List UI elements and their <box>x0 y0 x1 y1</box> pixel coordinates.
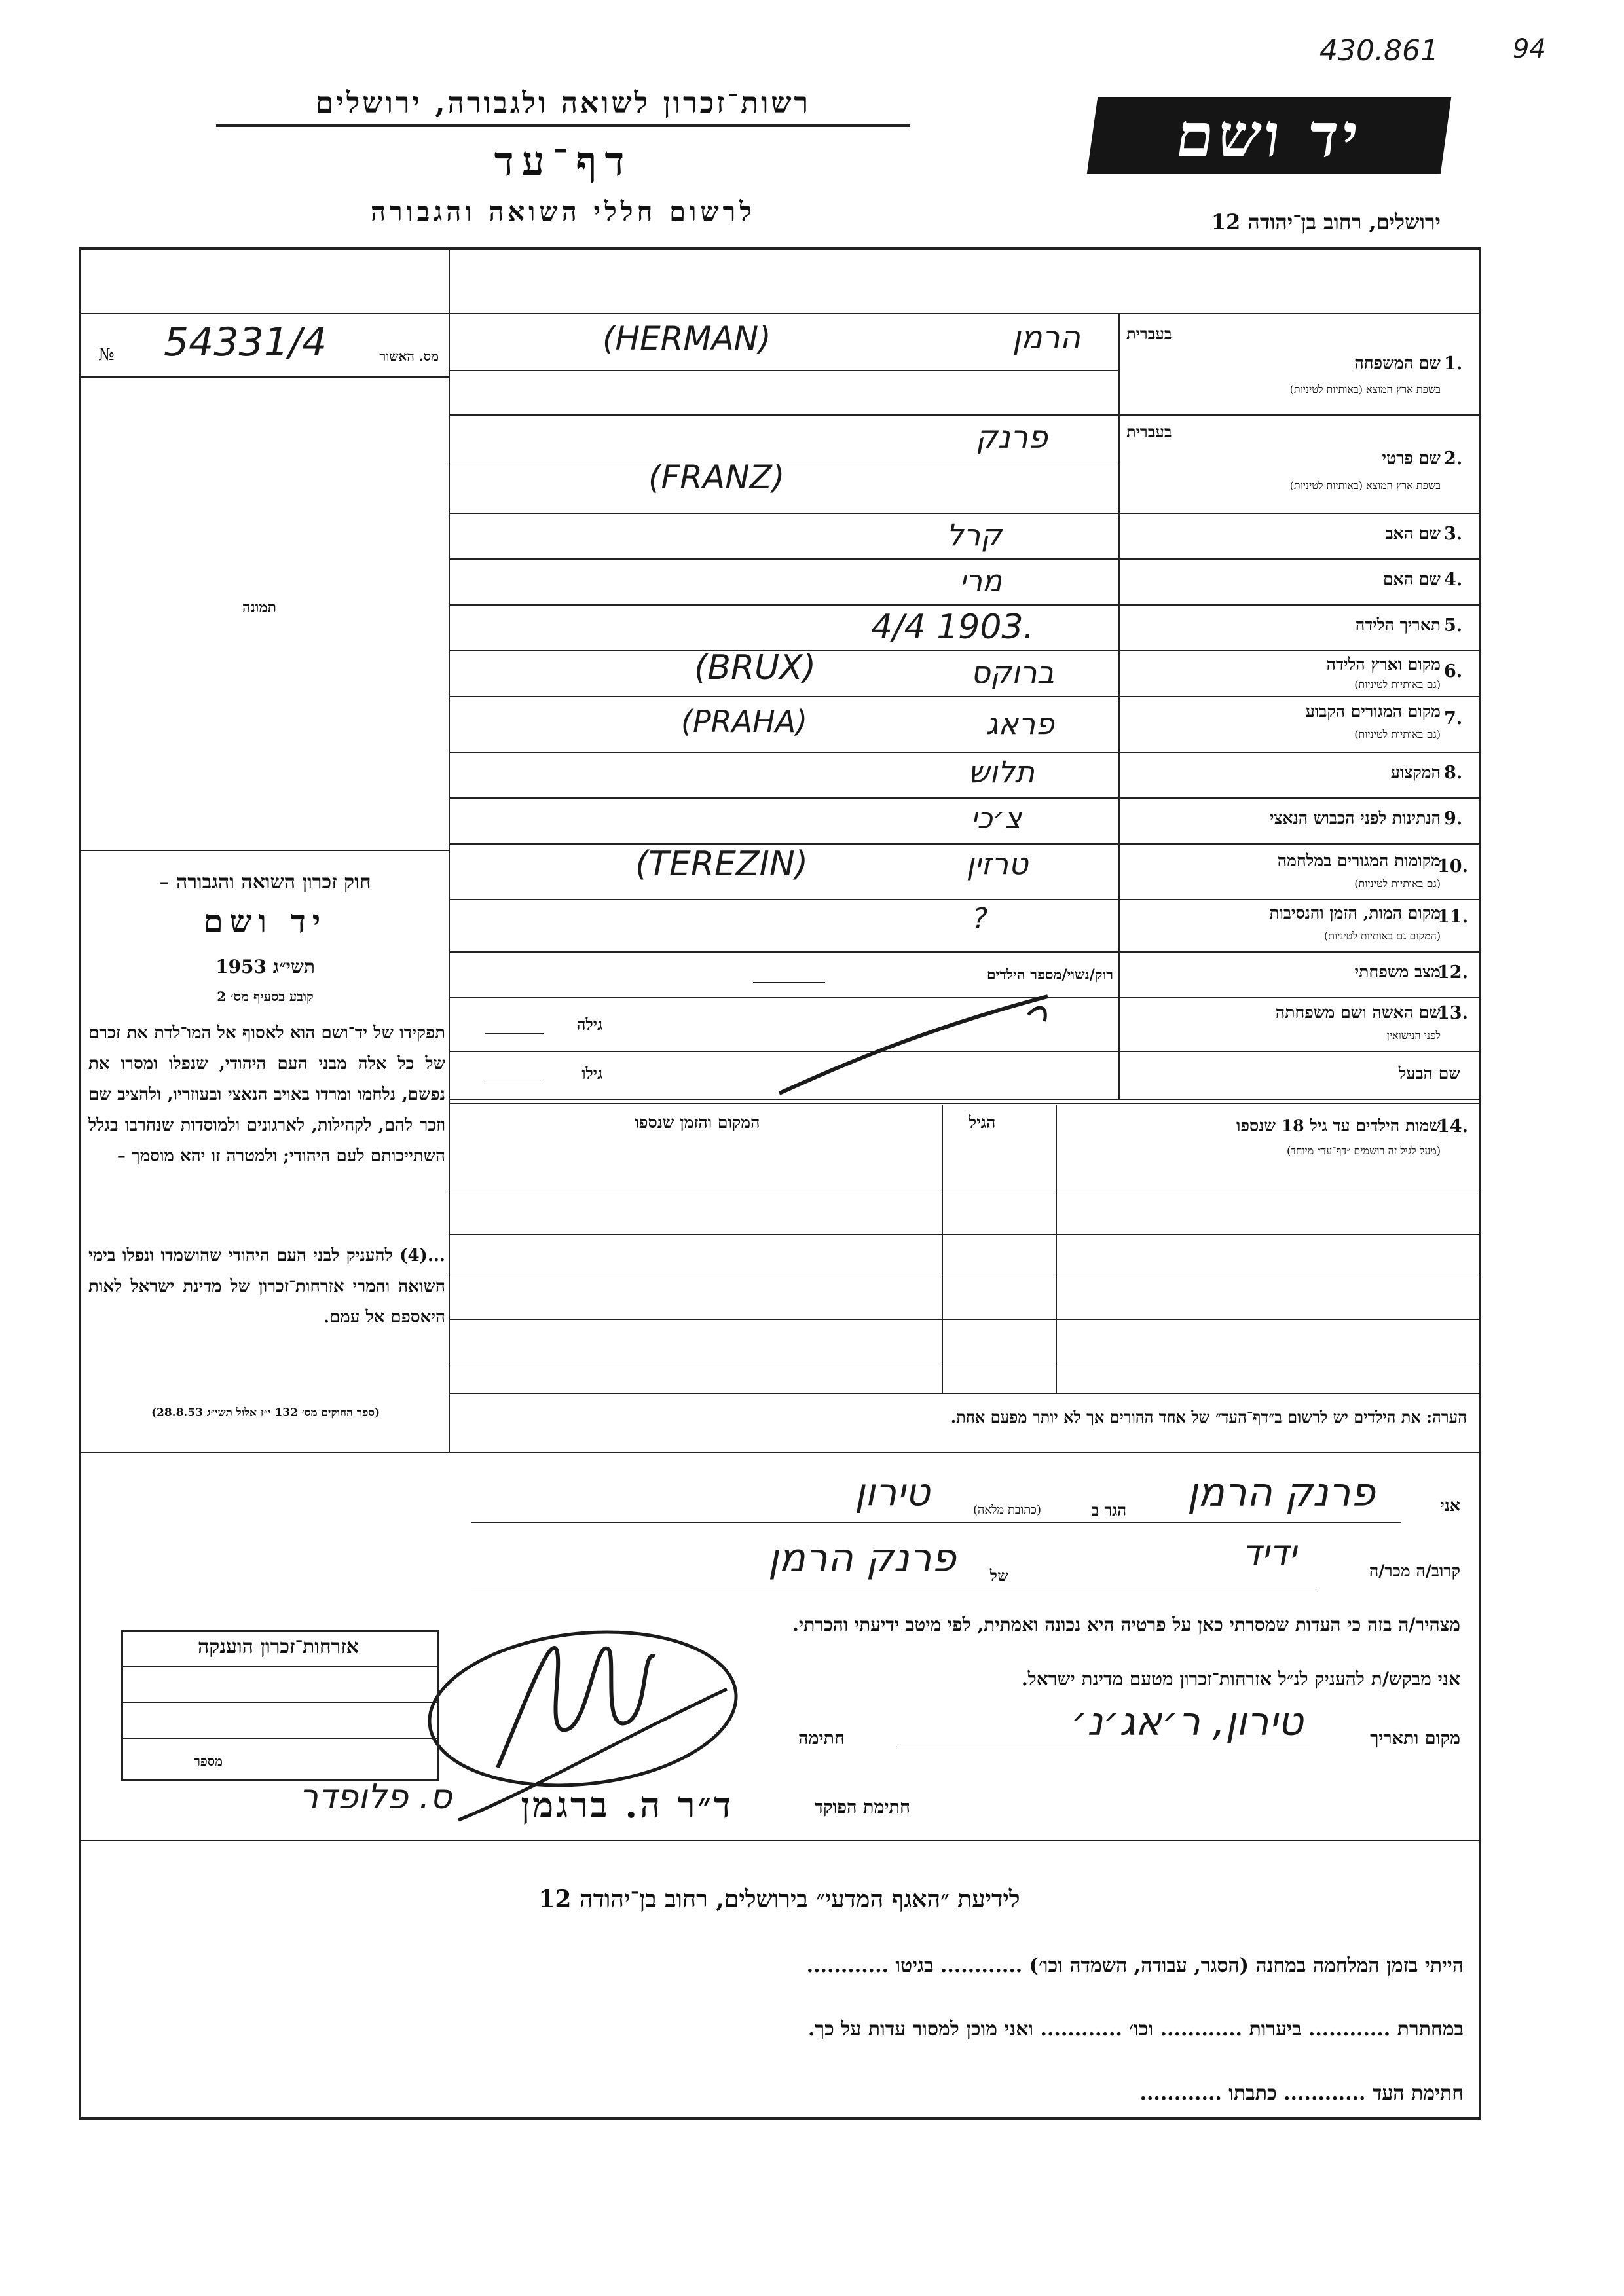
footer-line-2: במחתרת ............ ביערות ............ וכו׳ ............ ואני מוכן למסור עדות על כך. <box>807 2018 1464 2041</box>
law-clause: ...(4) להעניק לבני העם היהודי שהושמדו ונפלו בימי השואה והמרי אזרחות־זכרון של מדינת ישראל לאות היאספם אל עמם. <box>88 1246 445 1327</box>
field-7-note: (גם באותיות לטיניות) <box>1354 728 1441 740</box>
field-4-number: 4. <box>1444 570 1463 590</box>
signature-label: חתימה <box>798 1728 845 1749</box>
field-13-note: לפני הנישואין <box>1386 1029 1441 1042</box>
logo-text: יד ושם <box>1172 100 1367 171</box>
field-2-note: בשפת ארץ המוצא (באותיות לטיניות) <box>1289 479 1441 492</box>
children-row-line <box>450 1319 1479 1320</box>
field-9-label: הנתינות לפני הכבוש הנאצי <box>1269 809 1441 828</box>
field-1-note: בשפת ארץ המוצא (באותיות לטיניות) <box>1289 383 1441 395</box>
authority-name: רשות־זכרון לשואה ולגבורה, ירושלים <box>315 86 811 120</box>
field-13-number: 13. <box>1437 1003 1468 1023</box>
field-3-value: קרל <box>946 517 1002 553</box>
place-date: טירון, ר׳אג׳נ׳ <box>1071 1699 1303 1745</box>
field-2-label: שם פרטי <box>1382 448 1441 467</box>
row-line <box>450 650 1479 651</box>
field-8-label: המקצוע <box>1390 763 1441 782</box>
field-5-value: 4/4 1903. <box>871 608 1035 647</box>
law-year: תשי״ג 1953 <box>215 956 315 977</box>
field-5-label: תאריך הלידה <box>1355 615 1441 634</box>
witness-name: פרנק הרמן <box>1187 1470 1375 1516</box>
field-13-age-line <box>485 1033 544 1034</box>
witness-line-1 <box>471 1522 1401 1523</box>
field-13-age-label: גילה <box>576 1015 602 1034</box>
field-8-value: תלוש <box>968 754 1035 790</box>
field-1-value: הרמן <box>1012 319 1080 356</box>
field-4-value: מרי <box>959 564 1002 598</box>
field-10-number: 10. <box>1437 856 1468 877</box>
field-6-value: ברוקס <box>970 655 1054 690</box>
archive-page: 94 <box>1513 34 1546 64</box>
field-13-label: שם האשה ושם משפחתה <box>1275 1003 1441 1022</box>
footer-heading: לידיעת ״האגף המדעי״ בירושלים, רחוב בן־יהודה 12 <box>538 1886 1020 1913</box>
remark-line <box>81 1452 1479 1453</box>
witness-resides: הגר ב <box>1091 1501 1126 1520</box>
strike-stroke <box>773 989 1067 1100</box>
left-column-divider <box>449 247 450 1452</box>
field-6-note: (גם באותיות לטיניות) <box>1354 678 1441 691</box>
witness-declaration: מצהיר/ה בזה כי העדות שמסרתי כאן על פרטיה היא נכונה ואמתית, לפי מיטב ידיעתי והכרתי. <box>792 1614 1460 1635</box>
field-12-number: 12. <box>1437 962 1468 983</box>
office-address: ירושלים, רחוב בן־יהודה 12 <box>1211 210 1441 234</box>
field-4-label: שם האם <box>1382 570 1441 589</box>
field-10-label: מקומות המגורים במלחמה <box>1277 851 1441 870</box>
children-count-line <box>753 982 825 983</box>
field-7-latin: (PRAHA) <box>681 704 808 739</box>
field-6-latin: (BRUX) <box>694 648 817 687</box>
law-name: יד ושם <box>203 903 327 940</box>
children-col-divider <box>942 1105 943 1393</box>
field-2-value: פרנק <box>975 419 1048 456</box>
children-col-age: הגיל <box>969 1113 996 1132</box>
field-2-latin: (FRANZ) <box>648 458 785 496</box>
field-12-options: רוק/נשוי/מספר הילדים <box>986 966 1113 983</box>
citizenship-number-label: מספר <box>194 1753 223 1769</box>
field-9-number: 9. <box>1444 809 1463 829</box>
archive-number: 430.861 <box>1320 34 1439 67</box>
witness-relation-label: קרוב/ה מכר/ה <box>1369 1561 1460 1580</box>
citizenship-box-line <box>123 1738 437 1739</box>
row-line <box>450 843 1479 845</box>
row-line <box>450 752 1479 753</box>
children-col-divider <box>1056 1105 1057 1393</box>
children-label: שמות הילדים עד גיל 18 שנספו <box>1236 1116 1441 1135</box>
field-11-value: ? <box>972 902 988 936</box>
field-10-value: טרזין <box>966 846 1028 881</box>
children-top-line <box>450 1103 1479 1104</box>
row-line <box>450 558 1479 560</box>
witness-request: אני מבקש/ת להעניק לנ״ל אזרחות־זכרון מטעם מדינת ישראל. <box>1021 1668 1460 1690</box>
label-column-divider <box>1118 313 1120 1099</box>
official-stamp-handwriting: ס. פלופדר <box>299 1777 452 1817</box>
field-10-note: (גם באותיות לטיניות) <box>1354 877 1441 890</box>
field-11-label: מקום המות, הזמן והנסיבות <box>1269 903 1441 922</box>
law-section: קובע בסעיף מס׳ 2 <box>217 989 314 1004</box>
field-7-label: מקום המגורים הקבוע <box>1305 702 1441 721</box>
remark: הערה: את הילדים יש לרשום ב״דף־העד״ של אחד ההורים אך לא יותר מפעם אחת. <box>950 1408 1467 1427</box>
authority-underline <box>216 124 910 127</box>
field-11-note: (המקום גם באותיות לטיניות) <box>1323 930 1441 942</box>
row-line <box>450 797 1479 799</box>
field-10-latin: (TEREZIN) <box>635 845 809 884</box>
witness-relation: ידיד <box>1242 1532 1297 1573</box>
field-1-number: 1. <box>1444 354 1463 374</box>
field-6-number: 6. <box>1444 661 1463 682</box>
row-line <box>450 696 1479 697</box>
witness-address-note: (כתובת מלאה) <box>972 1503 1041 1517</box>
field-2-number: 2. <box>1444 448 1463 469</box>
footer-line-3: חתימת העד ............ כתבתו ............ <box>1139 2082 1464 2105</box>
children-number: 14. <box>1437 1116 1468 1137</box>
field-2-hebrew-tag: בעברית <box>1126 422 1172 441</box>
children-note: (מעל לגיל זה רושמים ״דף־עד״ מיוחד) <box>1287 1144 1441 1157</box>
witness-prefix: אני <box>1440 1496 1460 1515</box>
husband-label: שם הבעל <box>1398 1064 1460 1083</box>
footer-line-1: הייתי בזמן המלחמה במחנה (הסגר, עבודה, השמדה וכו׳) ............ בגיטו ............ <box>806 1954 1464 1977</box>
citizenship-box-line <box>123 1702 437 1703</box>
law-title: חוק זכרון השואה והגבורה – <box>159 871 371 894</box>
witness-address: טירון <box>855 1470 930 1514</box>
witness-of-name: פרנק הרמן <box>767 1535 956 1581</box>
citizenship-box-line <box>123 1666 437 1667</box>
row-line <box>450 604 1479 606</box>
photo-label: תמונה <box>242 599 276 616</box>
field-9-value: צ׳כי <box>970 802 1022 835</box>
record-prefix: № <box>98 345 115 365</box>
children-col-place: המקום והזמן שנספו <box>635 1113 760 1132</box>
field-1-latin: (HERMAN) <box>602 319 771 357</box>
official-signature-label: חתימת הפוקד <box>815 1797 910 1817</box>
top-band-line <box>81 313 1479 314</box>
field-5-number: 5. <box>1444 615 1463 636</box>
citizenship-box-title: אזרחות־זכרון הוענקה <box>197 1635 360 1658</box>
record-number: 54331/4 <box>164 319 327 365</box>
field-7-value: פראג <box>986 706 1054 741</box>
field-1-label: שם המשפחה <box>1354 354 1441 373</box>
field-3-number: 3. <box>1444 524 1463 544</box>
field-1-hebrew-tag: בעברית <box>1126 324 1172 343</box>
row-line <box>450 513 1479 514</box>
row-line <box>450 414 1479 416</box>
field-8-number: 8. <box>1444 763 1463 783</box>
husband-age-label: גילו <box>581 1064 602 1083</box>
field-7-number: 7. <box>1444 708 1463 729</box>
yad-vashem-logo <box>1087 97 1452 174</box>
official-stamp: ד״ר ה. ברגמן <box>521 1784 733 1826</box>
field-12-label: מצב משפחתי <box>1354 962 1441 981</box>
place-date-label: מקום ותאריך <box>1370 1728 1460 1749</box>
row-line <box>450 370 1118 371</box>
law-body: תפקידו של יד־ושם הוא לאסוף אל המו־לדת את זכרם של כל אלה מבני העם היהודי, שנפלו ומסרו את נפשם, נלחמו ומרדו באויב הנאצי ובעוזריו, ולהציב שם וזכר להם, לקהילות, לארגונים ולמוסדות שנחרבו בגלל השתייכותם לעם היהודי; ולמטרה זו יהא מוסמך – <box>88 1023 445 1166</box>
witness-of: של <box>989 1566 1008 1585</box>
form-title: דף־עד <box>494 137 633 185</box>
children-bottom-line <box>450 1393 1479 1394</box>
footer-top-line <box>81 1840 1479 1841</box>
form-subtitle: לרשום חללי השואה והגבורה <box>370 196 756 227</box>
record-line <box>81 376 449 378</box>
photo-bottom <box>81 850 449 851</box>
field-11-number: 11. <box>1437 907 1468 927</box>
field-3-label: שם האב <box>1385 524 1441 543</box>
row-line <box>450 899 1479 900</box>
law-citation: (ספר החוקים מס׳ 132 י״ז אלול תשי״ג 28.8.53) <box>151 1406 380 1419</box>
field-6-label: מקום וארץ הלידה <box>1326 655 1441 674</box>
children-row-line <box>450 1234 1479 1235</box>
row-line <box>450 951 1479 953</box>
record-label: מס. האשור <box>379 348 439 364</box>
